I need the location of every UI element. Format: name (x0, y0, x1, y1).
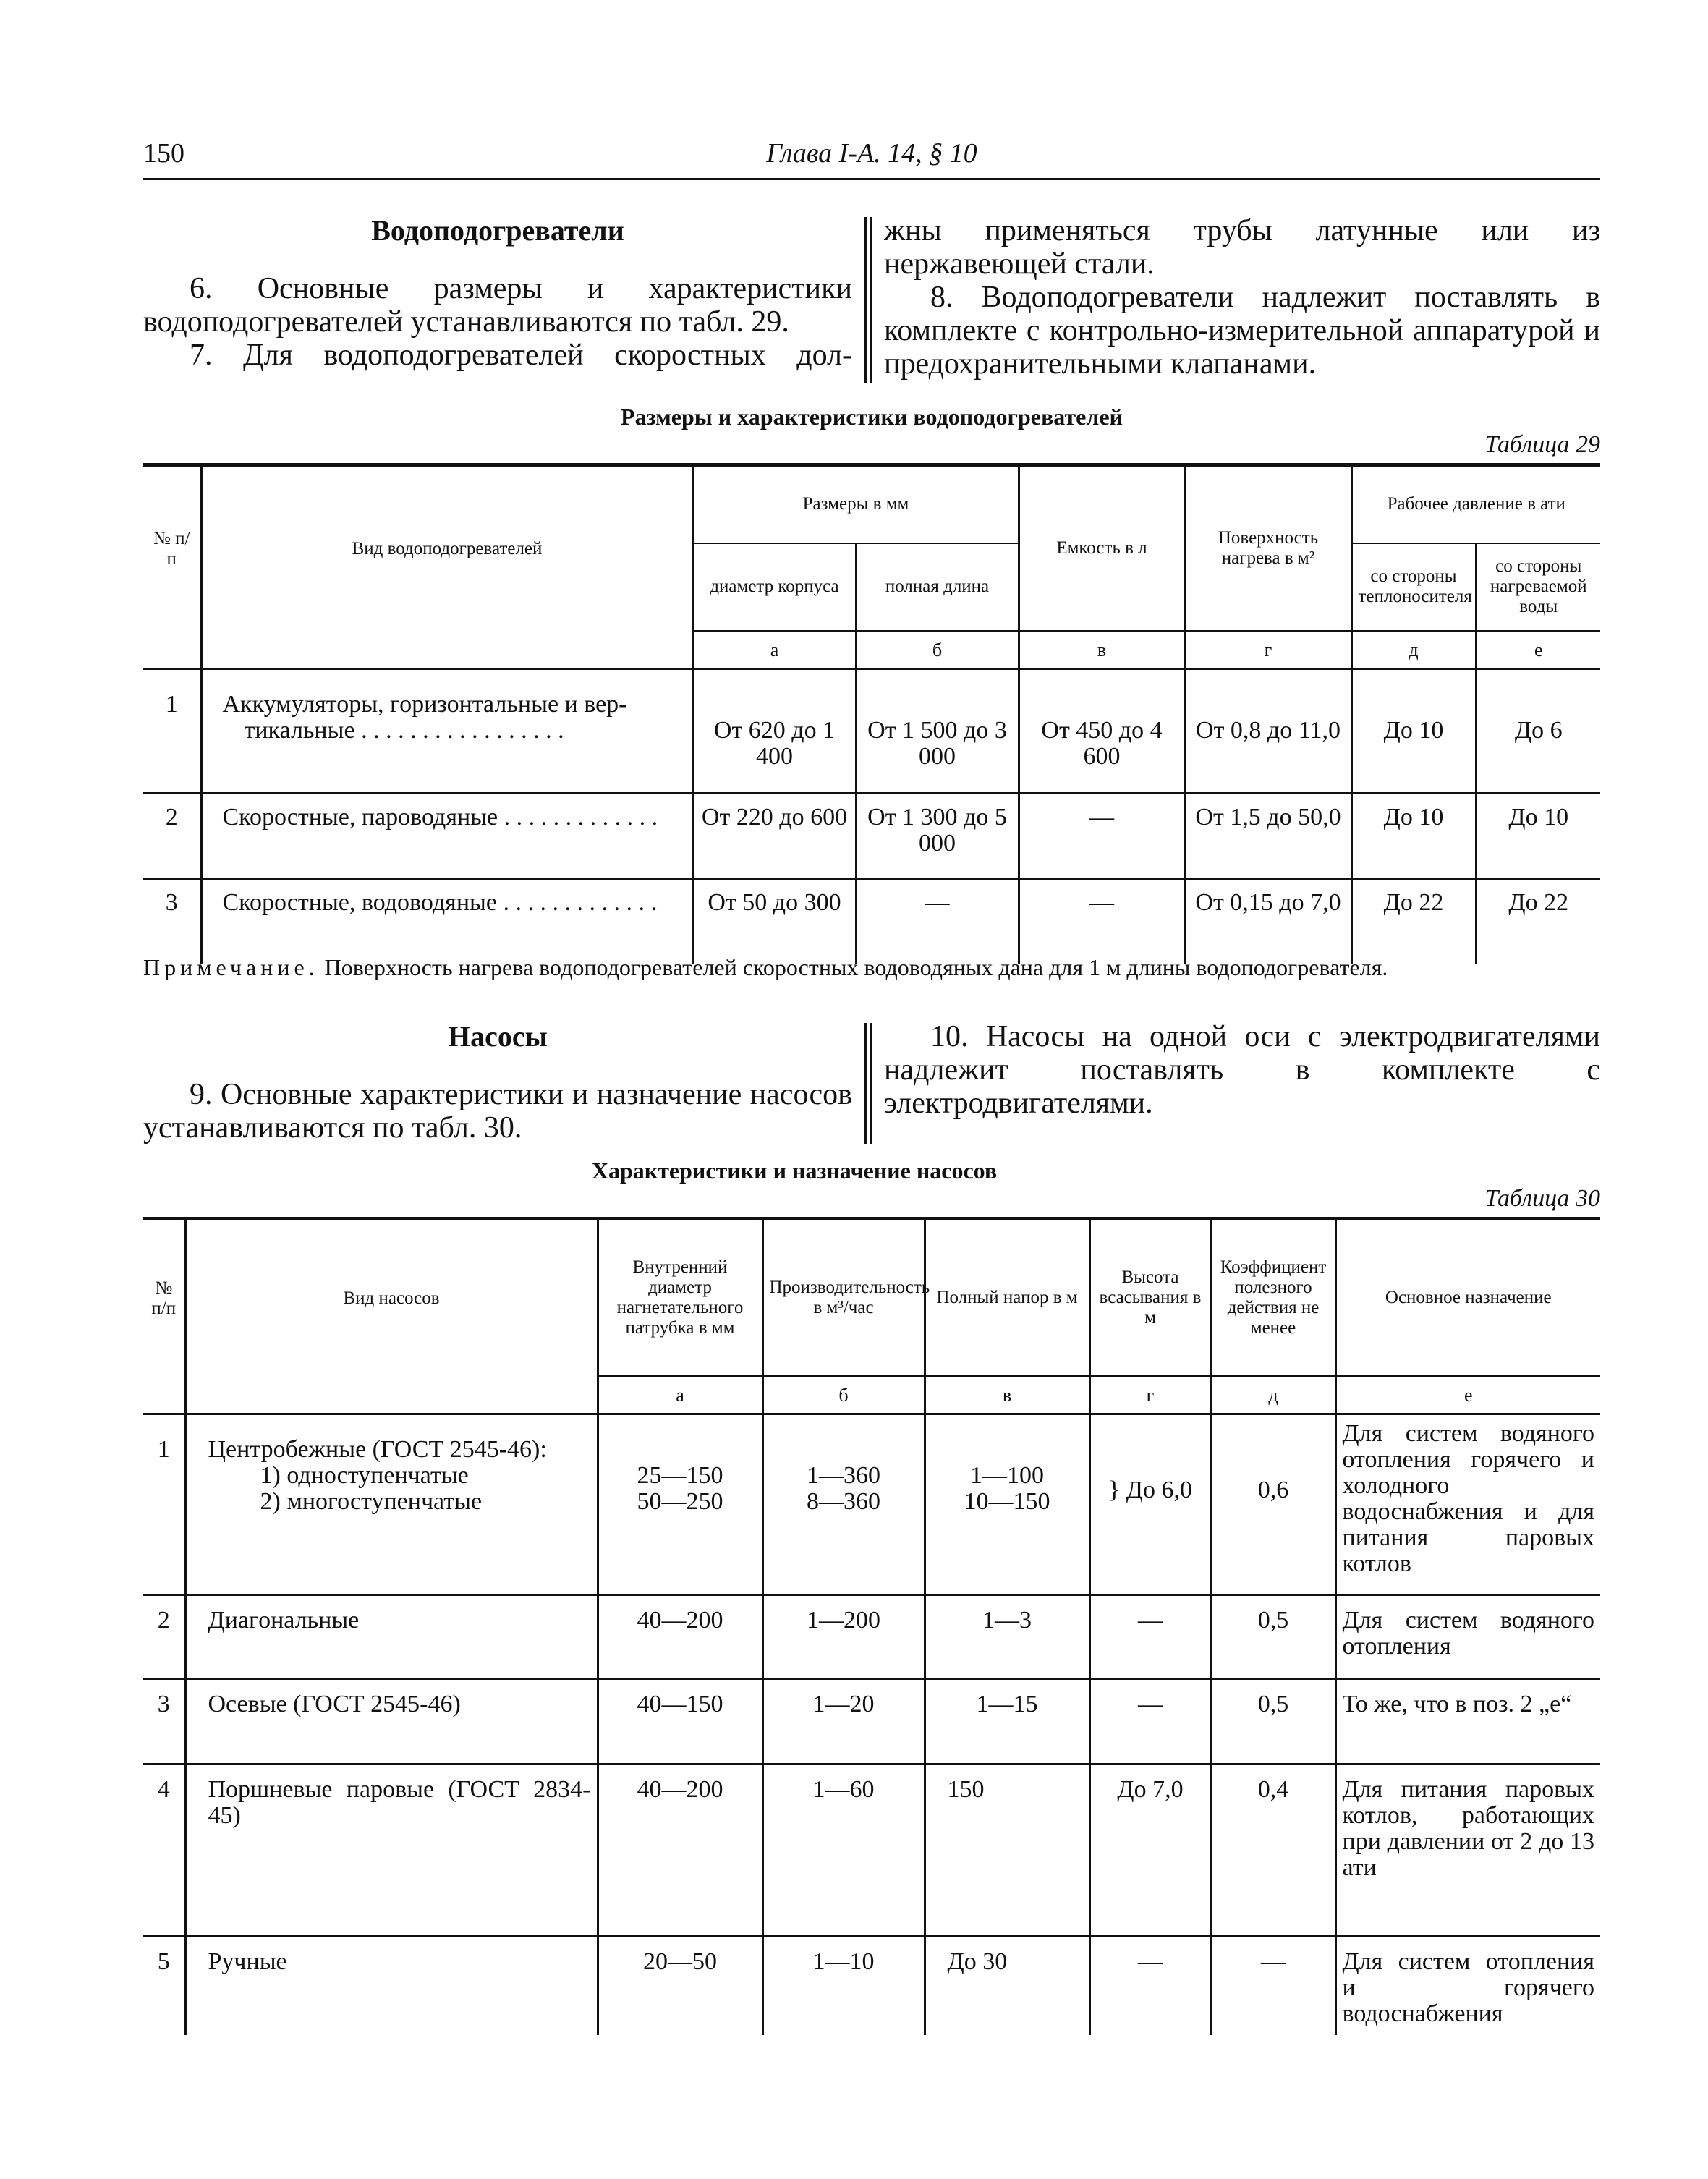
cell-diam-1: 25—150 (637, 1462, 723, 1489)
table30-caption: Характеристики и назначение насосов (591, 1158, 998, 1184)
cell-purpose: Для систем водяного отопления горячего и холодного водоснабжения и для питания паровых котлов (1335, 1414, 1600, 1595)
cell-suction: — (1089, 1937, 1211, 2035)
note-text: Поверхность нагрева водоподогревателей скоростных водоводяных дана для 1 м длины водоподогревателя. (318, 954, 1388, 980)
cell-purpose: Для питания паровых котлов, работающих при давлении от 2 до 13 ати (1335, 1764, 1600, 1937)
cell-diam: 40—150 (598, 1679, 762, 1764)
cell-prod: 1—200 (762, 1595, 925, 1679)
cell-p-heated: До 6 (1476, 669, 1600, 794)
table29-head-surface: Поверхность нагрева в м² (1185, 465, 1351, 632)
table29-head-length: полная длина (856, 543, 1019, 632)
cell-diam: 40—200 (598, 1764, 762, 1937)
cell-length: От 1 500 до 3 000 (856, 669, 1019, 794)
cell-head: 1—3 (925, 1595, 1089, 1679)
cell-surface: От 0,15 до 7,0 (1185, 879, 1351, 964)
section-heading-pumps: Насосы (448, 1020, 548, 1053)
cell-num: 1 (143, 1414, 185, 1595)
table-row (143, 1595, 1600, 1679)
cell-kind-line1-text: Скоростные, водоводяные (222, 890, 497, 916)
table29-label: Таблица 29 (1484, 431, 1600, 458)
cell-suction: } До 6,0 (1089, 1414, 1211, 1595)
table29 (143, 463, 1600, 964)
table30-head-eff: Коэффициент полезного действия не менее (1211, 1219, 1335, 1377)
table29-note (143, 953, 1600, 981)
chapter-reference: Глава I-А. 14, § 10 (766, 138, 977, 169)
cell-kind: Поршневые паровые (ГОСТ 2834-45) (185, 1764, 598, 1937)
table29-caption: Размеры и характеристики водоподогревателей (621, 404, 1123, 430)
table29-head-kind: Вид водоподогревателей (201, 465, 693, 632)
section-heading-water-heaters: Водоподогреватели (371, 214, 624, 247)
cell-kind-line2-text: тикальные (244, 718, 355, 744)
table29-letter-a: а (693, 632, 856, 669)
table30 (143, 1217, 1600, 2035)
table30-head-prod: Производительность в м³/час (762, 1219, 925, 1377)
table-row (143, 879, 1600, 964)
cell-purpose: То же, что в поз. 2 „е“ (1335, 1679, 1600, 1764)
cell-kind: Осевые (ГОСТ 2545-46) (185, 1679, 598, 1764)
section1-left-column (143, 214, 852, 372)
table29-letter-b: б (856, 632, 1019, 669)
table29-head-pressure: Рабочее давление в ати (1351, 465, 1600, 543)
cell-num: 1 (143, 669, 201, 794)
cell-prod-2: 8—360 (807, 1488, 880, 1515)
cell-capacity: От 450 до 4 600 (1019, 669, 1185, 794)
table29-head-num: № п/п (143, 465, 201, 632)
column-divider (864, 1023, 867, 1144)
table29-letter-e: е (1476, 632, 1600, 669)
table-row (143, 1414, 1600, 1595)
cell-diam: 40—200 (598, 1595, 762, 1679)
cell-num: 3 (143, 1679, 185, 1764)
table-row (143, 669, 1600, 794)
table30-head-diam: Внутренний диаметр нагнетательного патрубка в мм (598, 1219, 762, 1377)
page-number: 150 (143, 138, 184, 169)
cell-head: 150 (925, 1764, 1089, 1937)
paragraph-8: 8. Водоподогреватели надлежит поставлять в комплекте с контрольно-измерительной аппаратурой и предохранительными клапанами. (884, 281, 1600, 381)
cell-num: 2 (143, 1595, 185, 1679)
table29-head-capacity: Емкость в л (1019, 465, 1185, 632)
cell-eff: — (1211, 1937, 1335, 2035)
cell-kind (201, 669, 693, 794)
cell-p-heated: До 10 (1476, 794, 1600, 879)
cell-num: 4 (143, 1764, 185, 1937)
cell-suction: — (1089, 1595, 1211, 1679)
note-prefix: Примечание. (143, 954, 319, 980)
table30-letter-e: е (1335, 1377, 1600, 1414)
cell-eff: 0,4 (1211, 1764, 1335, 1937)
cell-kind (185, 1414, 598, 1595)
cell-head: 1—15 (925, 1679, 1089, 1764)
table30-letter-g: г (1089, 1377, 1211, 1414)
table30-letter-a: а (598, 1377, 762, 1414)
table30-head-kind: Вид насосов (185, 1219, 598, 1377)
running-header (143, 137, 1600, 180)
cell-capacity: — (1019, 794, 1185, 879)
table29-head-p-carrier: со стороны теплоносителя (1351, 543, 1476, 632)
cell-p-carrier: До 10 (1351, 669, 1476, 794)
table30-head-purpose: Основное назначение (1335, 1219, 1600, 1377)
cell-suction: — (1089, 1679, 1211, 1764)
cell-kind-line3: 2) многоступенчатые (260, 1488, 483, 1515)
cell-head (925, 1414, 1089, 1595)
cell-num: 3 (165, 889, 178, 916)
cell-length: От 1 300 до 5 000 (856, 794, 1019, 879)
cell-suction: До 7,0 (1089, 1764, 1211, 1937)
cell-diam: 20—50 (598, 1937, 762, 2035)
cell-diam (598, 1414, 762, 1595)
cell-length: — (856, 879, 1019, 964)
section1-right-column (884, 214, 1600, 381)
table29-letter-g: г (1185, 632, 1351, 669)
cell-kind-line2: тикальные . . . . . . . . . . . . . . . . . (244, 718, 564, 744)
cell-kind: Ручные (185, 1937, 598, 2035)
table29-letter-v: в (1019, 632, 1185, 669)
cell-diameter: От 620 до 1 400 (693, 669, 856, 794)
table30-letter-b: б (762, 1377, 925, 1414)
column-divider (870, 217, 872, 383)
cell-kind-line1: Скоростные, водоводяные . . . . . . . . . . . . . (222, 890, 657, 916)
cell-eff: 0,5 (1211, 1595, 1335, 1679)
cell-kind-line2: 1) одноступенчатые (260, 1462, 469, 1489)
cell-kind (201, 794, 693, 879)
section2-left-column (143, 1020, 852, 1144)
cell-diam-2: 50—250 (637, 1488, 723, 1515)
cell-prod-1: 1—360 (807, 1462, 880, 1489)
cell-prod: 1—20 (762, 1679, 925, 1764)
paragraph-7-continued: жны применяться трубы латунные или из нержавеющей стали. (884, 214, 1600, 281)
cell-eff: 0,6 (1211, 1414, 1335, 1595)
cell-purpose: Для систем отопления и горячего водоснабжения (1335, 1937, 1600, 2035)
paragraph-9: 9. Основные характеристики и назначение насосов устанавливаются по табл. 30. (143, 1078, 852, 1144)
paragraph-6: 6. Основные размеры и характеристики водоподогревателей устанавливаются по табл. 29. (143, 272, 852, 339)
table29-head-sizes: Размеры в мм (693, 465, 1019, 543)
table-row (143, 794, 1600, 879)
section2-right-column (884, 1020, 1600, 1120)
table29-letter-d: д (1351, 632, 1476, 669)
cell-p-carrier: До 10 (1351, 794, 1476, 879)
table-row (143, 1764, 1600, 1937)
table30-letter-v: в (925, 1377, 1089, 1414)
cell-num: 2 (143, 794, 201, 879)
paragraph-7: 7. Для водоподогревателей скоростных дол- (190, 339, 852, 372)
cell-purpose: Для систем водяного отопления (1335, 1595, 1600, 1679)
table30-label: Таблица 30 (1484, 1185, 1600, 1212)
cell-capacity: — (1019, 879, 1185, 964)
cell-kind-line1: Аккумуляторы, горизонтальные и вер- (222, 691, 627, 718)
cell-p-carrier: До 22 (1351, 879, 1476, 964)
cell-kind-line1-text: Скоростные, пароводяные (222, 804, 498, 831)
column-divider (870, 1023, 872, 1144)
cell-diameter: От 50 до 300 (693, 879, 856, 964)
cell-surface: От 0,8 до 11,0 (1185, 669, 1351, 794)
cell-kind-line1: Центробежные (ГОСТ 2545-46): (208, 1436, 547, 1463)
cell-eff: 0,5 (1211, 1679, 1335, 1764)
table30-letter-d: д (1211, 1377, 1335, 1414)
cell-p-heated: До 22 (1476, 879, 1600, 964)
cell-prod (762, 1414, 925, 1595)
cell-num: 5 (157, 1948, 170, 1975)
table29-head-p-heated: со стороны нагреваемой воды (1476, 543, 1600, 632)
cell-head-2: 10—150 (964, 1488, 1050, 1515)
cell-head: До 30 (925, 1937, 1089, 2035)
cell-head-1: 1—100 (970, 1462, 1044, 1489)
table30-head-num: № п/п (143, 1219, 185, 1377)
cell-surface: От 1,5 до 50,0 (1185, 794, 1351, 879)
table-row (143, 1679, 1600, 1764)
column-divider (864, 217, 867, 383)
table29-head-diameter: диаметр корпуса (693, 543, 856, 632)
table30-head-head: Полный напор в м (925, 1219, 1089, 1377)
cell-kind (201, 879, 693, 964)
cell-prod: 1—10 (762, 1937, 925, 2035)
paragraph-10: 10. Насосы на одной оси с электродвигателями надлежит поставлять в комплекте с электродвигателями. (884, 1020, 1600, 1120)
cell-kind-line1: Скоростные, пароводяные . . . . . . . . . . . . . (222, 804, 658, 831)
cell-kind: Диагональные (185, 1595, 598, 1679)
cell-diameter: От 220 до 600 (693, 794, 856, 879)
cell-prod: 1—60 (762, 1764, 925, 1937)
table30-head-suction: Высота всасывания в м (1089, 1219, 1211, 1377)
table-row (143, 1937, 1600, 2035)
